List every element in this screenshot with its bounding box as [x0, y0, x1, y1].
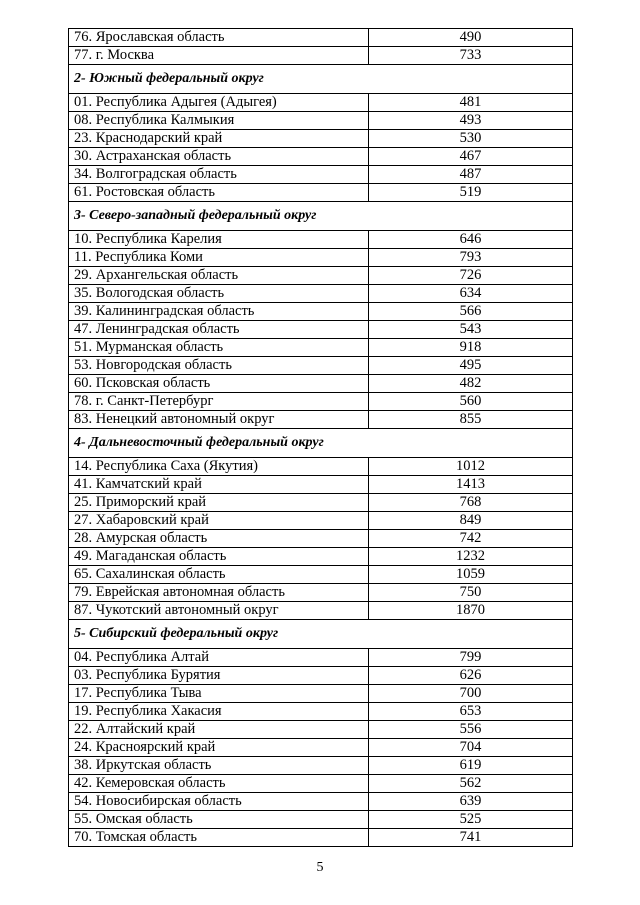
region-value-cell: 799 [369, 649, 573, 667]
region-value-cell: 566 [369, 303, 573, 321]
region-value-cell: 487 [369, 166, 573, 184]
region-name-cell: 17. Республика Тыва [69, 685, 369, 703]
table-row [69, 411, 573, 429]
table-row [69, 357, 573, 375]
region-value-cell: 918 [369, 339, 573, 357]
region-name-cell: 11. Республика Коми [69, 249, 369, 267]
region-value-cell: 519 [369, 184, 573, 202]
region-name-cell: 19. Республика Хакасия [69, 703, 369, 721]
table-row [69, 285, 573, 303]
region-value-cell: 495 [369, 357, 573, 375]
table-row [69, 166, 573, 184]
region-name-cell: 47. Ленинградская область [69, 321, 369, 339]
region-value-cell: 733 [369, 47, 573, 65]
region-value-cell: 543 [369, 321, 573, 339]
region-name-cell: 60. Псковская область [69, 375, 369, 393]
table-row [69, 393, 573, 411]
region-name-cell: 41. Камчатский край [69, 476, 369, 494]
region-value-cell: 741 [369, 829, 573, 847]
table-row [69, 267, 573, 285]
region-name-cell: 04. Республика Алтай [69, 649, 369, 667]
table-row [69, 530, 573, 548]
table-row [69, 231, 573, 249]
region-value-cell: 467 [369, 148, 573, 166]
region-value-cell: 490 [369, 29, 573, 47]
table-row [69, 476, 573, 494]
page-number: 5 [316, 860, 324, 875]
region-value-cell: 768 [369, 494, 573, 512]
region-value-cell: 562 [369, 775, 573, 793]
region-name-cell: 29. Архангельская область [69, 267, 369, 285]
region-name-cell: 24. Красноярский край [69, 739, 369, 757]
section-title: 3- Северо-западный федеральный округ [69, 202, 573, 231]
table-row [69, 339, 573, 357]
region-name-cell: 28. Амурская область [69, 530, 369, 548]
region-name-cell: 25. Приморский край [69, 494, 369, 512]
region-name-cell: 35. Вологодская область [69, 285, 369, 303]
region-value-cell: 481 [369, 94, 573, 112]
section-title: 2- Южный федеральный округ [69, 65, 573, 94]
table-row [69, 94, 573, 112]
table-row [69, 130, 573, 148]
region-value-cell: 855 [369, 411, 573, 429]
table-row [69, 249, 573, 267]
table-row [69, 494, 573, 512]
table-row [69, 775, 573, 793]
table-row [69, 667, 573, 685]
region-name-cell: 14. Республика Саха (Якутия) [69, 458, 369, 476]
region-name-cell: 87. Чукотский автономный округ [69, 602, 369, 620]
section-title: 5- Сибирский федеральный округ [69, 620, 573, 649]
table-row [69, 602, 573, 620]
region-value-cell: 646 [369, 231, 573, 249]
table-row [69, 811, 573, 829]
region-value-cell: 704 [369, 739, 573, 757]
table-row [69, 548, 573, 566]
section-header-row [69, 65, 573, 94]
region-value-cell: 639 [369, 793, 573, 811]
table-row [69, 458, 573, 476]
table-row [69, 739, 573, 757]
region-name-cell: 65. Сахалинская область [69, 566, 369, 584]
region-value-cell: 849 [369, 512, 573, 530]
regions-table [68, 28, 573, 847]
table-row [69, 721, 573, 739]
region-value-cell: 1232 [369, 548, 573, 566]
region-value-cell: 556 [369, 721, 573, 739]
region-value-cell: 1413 [369, 476, 573, 494]
region-value-cell: 750 [369, 584, 573, 602]
table-row [69, 703, 573, 721]
region-value-cell: 1059 [369, 566, 573, 584]
document-page [68, 28, 572, 847]
region-name-cell: 53. Новгородская область [69, 357, 369, 375]
region-name-cell: 38. Иркутская область [69, 757, 369, 775]
table-row [69, 29, 573, 47]
section-header-row [69, 429, 573, 458]
table-row [69, 112, 573, 130]
region-value-cell: 619 [369, 757, 573, 775]
table-row [69, 793, 573, 811]
region-value-cell: 626 [369, 667, 573, 685]
table-row [69, 512, 573, 530]
region-name-cell: 08. Республика Калмыкия [69, 112, 369, 130]
region-name-cell: 27. Хабаровский край [69, 512, 369, 530]
region-name-cell: 77. г. Москва [69, 47, 369, 65]
region-value-cell: 1870 [369, 602, 573, 620]
region-name-cell: 83. Ненецкий автономный округ [69, 411, 369, 429]
region-name-cell: 22. Алтайский край [69, 721, 369, 739]
region-value-cell: 482 [369, 375, 573, 393]
region-name-cell: 39. Калининградская область [69, 303, 369, 321]
region-name-cell: 03. Республика Бурятия [69, 667, 369, 685]
region-name-cell: 55. Омская область [69, 811, 369, 829]
region-value-cell: 493 [369, 112, 573, 130]
region-value-cell: 742 [369, 530, 573, 548]
region-name-cell: 23. Краснодарский край [69, 130, 369, 148]
table-row [69, 303, 573, 321]
region-name-cell: 79. Еврейская автономная область [69, 584, 369, 602]
table-row [69, 321, 573, 339]
region-name-cell: 61. Ростовская область [69, 184, 369, 202]
section-title: 4- Дальневосточный федеральный округ [69, 429, 573, 458]
table-row [69, 184, 573, 202]
table-row [69, 566, 573, 584]
region-name-cell: 01. Республика Адыгея (Адыгея) [69, 94, 369, 112]
region-value-cell: 530 [369, 130, 573, 148]
table-row [69, 375, 573, 393]
section-header-row [69, 202, 573, 231]
region-value-cell: 560 [369, 393, 573, 411]
table-row [69, 148, 573, 166]
region-value-cell: 793 [369, 249, 573, 267]
table-row [69, 757, 573, 775]
region-value-cell: 1012 [369, 458, 573, 476]
section-header-row [69, 620, 573, 649]
region-name-cell: 70. Томская область [69, 829, 369, 847]
region-name-cell: 42. Кемеровская область [69, 775, 369, 793]
region-name-cell: 10. Республика Карелия [69, 231, 369, 249]
region-name-cell: 34. Волгоградская область [69, 166, 369, 184]
table-row [69, 47, 573, 65]
region-name-cell: 49. Магаданская область [69, 548, 369, 566]
region-name-cell: 30. Астраханская область [69, 148, 369, 166]
region-name-cell: 51. Мурманская область [69, 339, 369, 357]
region-value-cell: 653 [369, 703, 573, 721]
region-name-cell: 54. Новосибирская область [69, 793, 369, 811]
region-name-cell: 78. г. Санкт-Петербург [69, 393, 369, 411]
region-value-cell: 525 [369, 811, 573, 829]
region-name-cell: 76. Ярославская область [69, 29, 369, 47]
table-row [69, 584, 573, 602]
table-row [69, 649, 573, 667]
table-row [69, 829, 573, 847]
region-value-cell: 700 [369, 685, 573, 703]
region-value-cell: 634 [369, 285, 573, 303]
region-value-cell: 726 [369, 267, 573, 285]
table-row [69, 685, 573, 703]
